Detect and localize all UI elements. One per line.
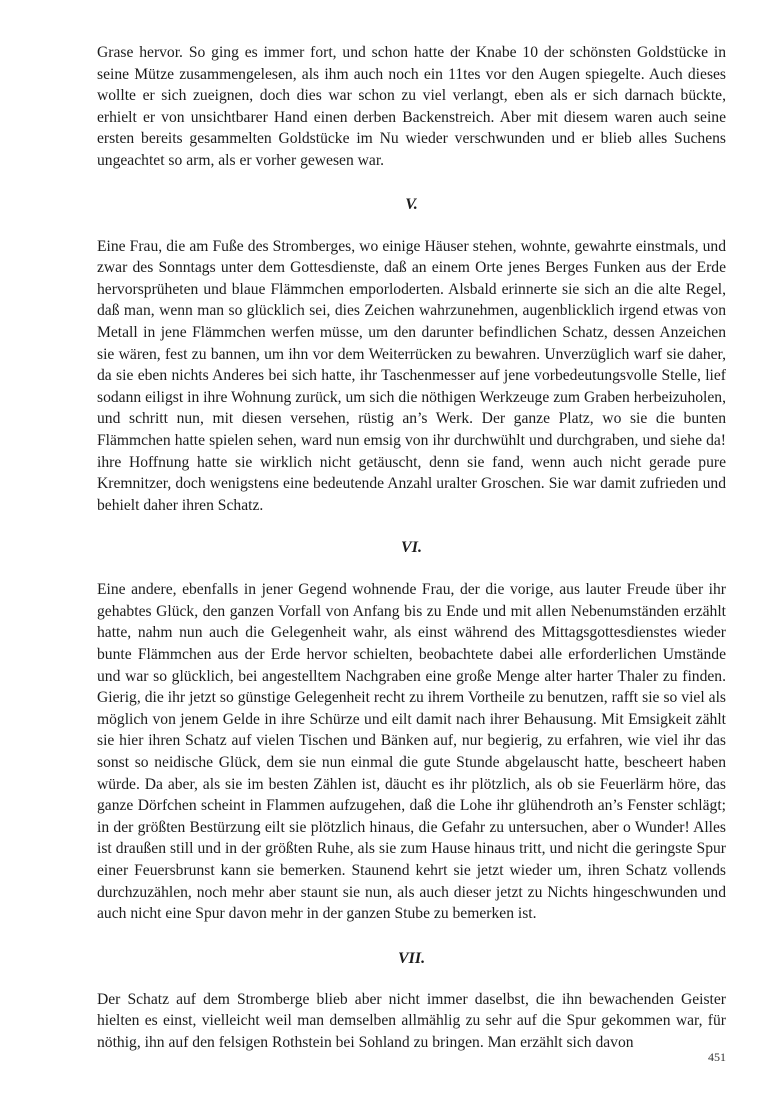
paragraph-section-v: Eine Frau, die am Fuße des Stromberges, wo einige Häuser stehen, wohnte, gewahrte einstmals, und zwar des Sonntags unter dem Gottesdienste, daß an einem Orte jenes Berges Funken aus der Erde hervorsprüheten und blaue Flämmchen emporloderten. Alsbald erinnerte sie sich an die alte Regel, daß man, wenn man so glücklich sei, dies Zeichen wahrzunehmen, augenblicklich irgend etwas von Metall in jene Flämmchen werfen müsse, um den darunter befindlichen Schatz, dessen Anzeichen sie wären, fest zu bannen, um ihn vor dem Weiterrücken zu bewahren. Unverzüglich warf sie daher, da sie eben nichts Anderes bei sich hatte, ihr Taschenmesser auf jene vorbedeutungsvolle Stelle, lief sodann eiligst in ihre Wohnung zurück, um sich die nöthigen Werkzeuge zum Graben herbeizuholen, und schritt nun, mit diesen versehen, rüstig an’s Werk. Der ganze Platz, wo sie die bunten Flämmchen hatte spielen sehen, ward nun emsig von ihr durchwühlt und durchgraben, und siehe da! ihre Hoffnung hatte sie wirklich nicht getäuscht, denn sie fand, wenn auch nicht gerade pure Kremnitzer, doch wenigstens eine bedeutende Anzahl uralter Groschen. Sie war damit zufrieden und behielt daher ihren Schatz. xyxy=(97,237,726,514)
paragraph-intro: Grase hervor. So ging es immer fort, und schon hatte der Knabe 10 der schönsten Goldstücke in seine Mütze zusammengelesen, als ihm auch noch ein 11tes vor den Augen spiegelte. Auch dieses wollte er sich zueignen, doch dies war schon zu viel verlangt, eben als er sich darnach bückte, erhielt er von unsichtbarer Hand einen derben Backenstreich. Aber mit diesem waren auch seine ersten bereits gesammelten Goldstücke im Nu wieder verschwunden und er blieb alles Suchens ungeachtet so arm, als er vorher gewesen war. xyxy=(97,44,726,169)
paragraph-section-vii: Der Schatz auf dem Stromberge blieb aber nicht immer daselbst, die ihn bewachenden Geister hielten es einst, vielleicht weil man demselben allmählig zu sehr auf die Spur gekommen war, für nöthig, ihn auf den felsigen Rothstein bei Sohland zu bringen. Man erzählt sich davon xyxy=(97,990,726,1051)
section-heading-vi: VI. xyxy=(401,539,422,557)
section-heading-v: V. xyxy=(405,195,418,213)
paragraph-section-vi: Eine andere, ebenfalls in jener Gegend wohnende Frau, der die vorige, aus lauter Freude über ihr gehabtes Glück, den ganzen Vorfall von Anfang bis zu Ende und mit allen Nebenumständen erzählt hatte, nahm nun auch die Gelegenheit wahr, als einst während des Mittagsgottesdienstes wieder bunte Flämmchen aus der Erde hervor schielten, beobachtete dabei alle erforderlichen Umstände und war so glücklich, bei angestelltem Nachgraben eine große Menge alter harter Thaler zu finden. Gierig, die ihr jetzt so günstige Gelegenheit recht zu ihrem Vortheile zu benutzen, rafft sie so viel als möglich von jenem Gelde in ihre Schürze und eilt damit nach ihrer Behausung. Mit Emsigkeit zählt sie hier ihren Schatz auf vielen Tischen und Bänken auf, nur begierig, zu erfahren, wie viel ihr das sonst so neidische Glück, dem sie nun einmal die gute Stunde abgelauscht hatte, bescheert haben würde. Da aber, als sie im besten Zählen ist, däucht es ihr plötzlich, als ob sie Feuerlärm höre, das ganze Dörfchen scheint in Flammen aufzugehen, daß die Lohe ihr glühendroth an’s Fenster schlägt; in der größten Bestürzung eilt sie plötzlich hinaus, die Gefahr zu untersuchen, aber o Wunder! Alles ist draußen still und in der größten Ruhe, als sie zum Hause hinaus tritt, und nicht die geringste Spur einer Feuersbrunst kann sie bemerken. Staunend kehrt sie jetzt wieder um, ihren Schatz vollends durchzuzählen, noch mehr aber staunt sie nun, als auch dieser jetzt zu Nichts hingeschwunden und auch nicht eine Spur davon mehr in der ganzen Stube zu bemerken ist. xyxy=(97,581,726,923)
page-content xyxy=(97,42,726,1054)
page-number: 451 xyxy=(708,1050,726,1064)
section-heading-vii: VII. xyxy=(397,949,426,967)
